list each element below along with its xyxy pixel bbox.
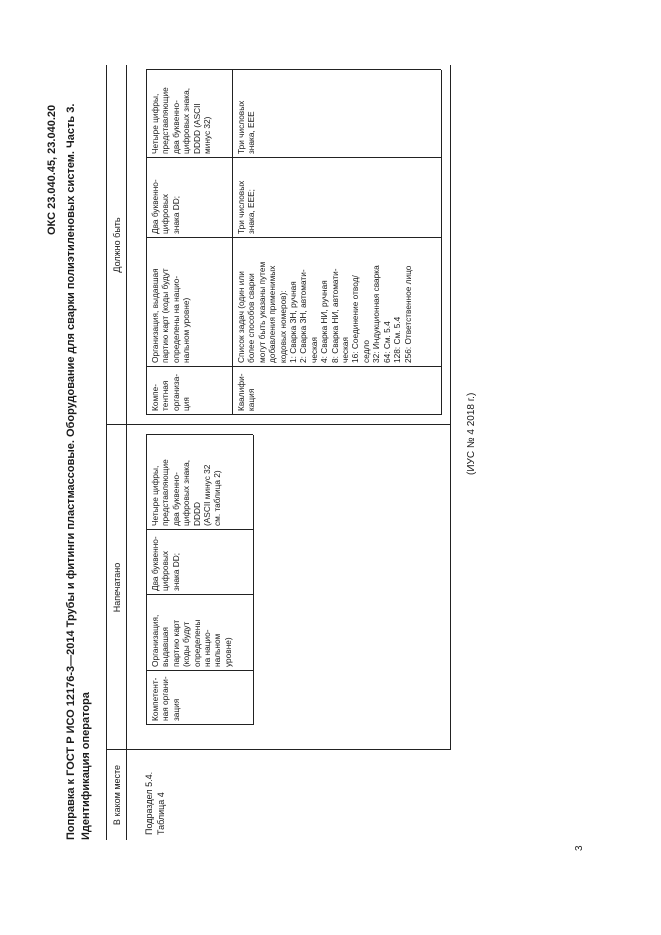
table-header-divider — [126, 65, 127, 840]
printed-body-cell: Компетент- ная органи- зация — [150, 676, 181, 721]
corrected-row-divider — [232, 70, 233, 415]
corrected-body-cell: Компе- тентная организа- ция — [150, 373, 192, 411]
page-number: 3 — [574, 845, 585, 851]
qualification-label-cell: Квалифи- кация — [236, 373, 257, 411]
qualification-encoding-cell: Три числовых знака, EEE — [236, 100, 257, 154]
amendment-title: Поправка к ГОСТ Р ИСО 12176-3—2014 Трубы и фитинги пластмассовые. Оборудование для сварки полиэтиленовых систем. Часть 3. Идентификация оператора — [65, 103, 92, 840]
col-divider-location — [106, 749, 450, 750]
corrected-format-cell: Два буквенно- цифровых знака DD; — [150, 179, 181, 234]
printed-border-left — [146, 724, 253, 725]
corrected-col-div-3 — [146, 157, 441, 158]
printed-border-right — [146, 434, 253, 435]
corrected-encoding-cell: Четыре цифры, представляющие два буквенно- цифровых знака, DDDD (ASCII минус 32) — [150, 87, 213, 154]
location-cell: Подраздел 5.4. Таблица 4 — [144, 771, 166, 835]
corrected-border-bottom — [441, 70, 442, 415]
table-bottom-border — [450, 65, 451, 750]
ius-note: (ИУС № 4 2018 г.) — [466, 392, 477, 475]
col-header-corrected: Должно быть — [112, 217, 122, 273]
col-divider-printed — [106, 424, 450, 425]
qualification-tasks-cell: Список задач (один или более способов сварки могут быть указаны путем добавления применимых кодовых номеров): 1: Сварка ЗН, ручная 2: Сварка ЗН, автомати- ческая 4: Сварка НИ, ручная 8: Сварка НИ, автомати- ческая 16: Соединение отвод/ седло 32: Индукционная сварка 64: См. 5.4 128: См. 5.4 256: Ответственное лицо — [236, 261, 413, 363]
printed-format-cell: Два буквенно- цифровых знака DD; — [150, 536, 181, 591]
col-header-printed: Напечатано — [112, 562, 122, 613]
corrected-col-div-2 — [146, 237, 441, 238]
printed-col-div-1 — [146, 670, 253, 671]
qualification-format-cell: Три числовых знака, EEE; — [236, 180, 257, 234]
printed-border-bottom — [253, 435, 254, 725]
corrected-col-div-1 — [146, 366, 441, 367]
printed-organization-cell: Организация, выдавшая партию карт (коды будут определены на нацио- нальном уровне) — [150, 614, 233, 667]
printed-col-div-3 — [146, 529, 253, 530]
corrected-border-top — [146, 70, 147, 415]
printed-encoding-cell: Четыре цифры, представляющие два буквенно- цифровых знака, DDDD (ASCII минус 32 см. таблица 2) — [150, 459, 223, 526]
corrected-border-right — [146, 69, 441, 70]
corrected-organization-cell: Организация, выдавшая партию карт (коды будут определены на нацио- нальном уровне) — [150, 268, 192, 363]
okc-code: ОКС 23.040.45, 23.040.20 — [46, 104, 58, 235]
table-top-border — [106, 65, 107, 840]
printed-col-div-2 — [146, 594, 253, 595]
printed-border-top — [146, 435, 147, 725]
corrected-border-left — [146, 414, 441, 415]
col-header-location: В каком месте — [112, 764, 122, 826]
